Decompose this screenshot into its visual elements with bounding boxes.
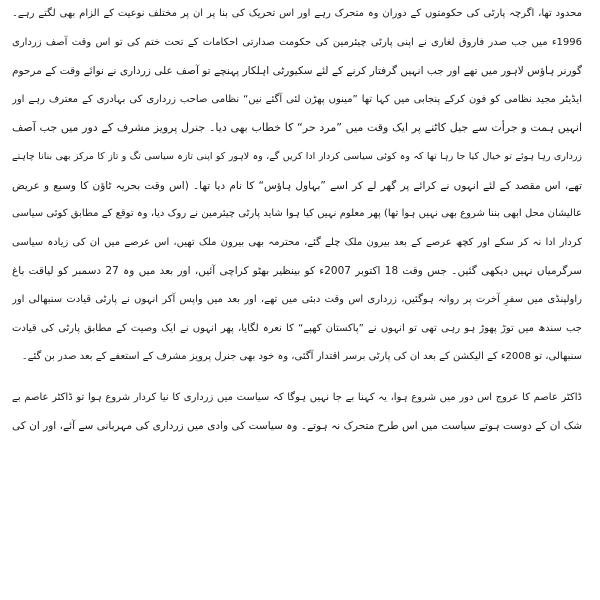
text-line: ڈاکٹر عاصم کا عروج اس دور میں شروع ہوا، یہ کہنا بے جا نہیں ہوگا کہ سیاست میں زرداری کا نیا کردار شروع ہوا تو ڈاکٹر عاصم بے — [12, 391, 582, 403]
paragraph-gap — [12, 372, 582, 384]
text-line: تھے، اس مقصد کے لئے انہوں نے کرائے پر گھر لے کر اسے ”بہاول ہاؤس“ کا نام دیا تھا۔ (اس وقت بحریہ ٹاؤن کا وسیع و عریض — [12, 179, 582, 192]
text-line: جب سندھ میں توڑ پھوڑ ہو رہی تھی تو انہوں نے ”پاکستان کھپے“ کا نعرہ لگایا، پھر انہوں نے ایک وصیت کے مطابق پارٹی کی قیادت — [12, 322, 582, 334]
article-paragraph-2 — [12, 384, 582, 441]
text-line: کردار ادا نہ کر سکے اور کچھ عرصے کے بعد بیرون ملک چلے گئے، محترمہ بھی بیرون ملک تھیں، اس عرصے میں ان کی زیادہ سیاسی — [12, 236, 582, 248]
text-line: شک ان کے دوست ہوتے سیاست میں اس طرح متحرک نہ ہوتے۔ وہ سیاست کی وادی میں زرداری کی مہربانی سے آئے، اور ان کی — [12, 420, 582, 433]
text-line: انہیں ہمت و جرأت سے جیل کاٹنے پر ایک وقت میں ”مرد حر“ کا خطاب بھی دیا۔ جنرل پرویز مشرف کے دور میں جب آصف — [12, 121, 582, 135]
text-line: راولپنڈی میں سفرِ آخرت پر روانہ ہوگئیں، زرداری اس وقت دبئی میں تھے، اور بعد میں واپس آکر انہوں نے پارٹی قیادت سنبھالی اور — [12, 293, 582, 305]
article-paragraph-1 — [12, 0, 582, 372]
text-line: ایڈیٹر مجید نظامی کو فون کرکے پنجابی میں کہا تھا ”مینوں پھڑن لئی آگئے نیں“ نظامی صاحب زرداری کی بہادری کے معترف رہے اور — [12, 93, 582, 105]
text-line: سنبھالی، تو 2008ء کے الیکشن کے بعد ان کی پارٹی برسر اقتدار آگئی، وہ خود بھی جنرل پرویز مشرف کے استعفے کے بعد صدر بن گئے۔ — [21, 351, 582, 363]
text-line: سرگرمیاں نہیں دیکھی گئیں۔ جس وقت 18 اکتوبر 2007ء کو بینظیر بھٹو کراچی آئیں، اور بعد میں وہ 27 دسمبر کو لیاقت باغ — [12, 265, 582, 278]
text-line: زرداری رہا ہوئے تو خیال کیا جا رہا تھا کہ وہ کوئی سیاسی کردار ادا کریں گے، وہ لاہور کو اپنی تازہ سیاسی تگ و تاز کا مرکز بھی بنانا چاہتے — [12, 150, 582, 162]
text-line: عالیشان محل ابھی بننا شروع بھی نہیں ہوا تھا) پھر معلوم نہیں کیا ہوا شاید پارٹی چیئرمین نے روک دیا، وہ توقع کے مطابق کوئی سیاسی — [12, 208, 582, 220]
text-line: گورنر ہاؤس لاہور میں تھے اور جب انہیں گرفتار کرنے کے لئے سکیورٹی اہلکار پہنچے تو آصف علی زرداری نے نوائے وقت کے مرحوم — [12, 65, 582, 78]
text-line: 1996ء میں جب صدر فاروق لغاری نے اپنی پارٹی چیئرمین کی حکومت صدارتی احکامات کے تحت ختم کی تو اس وقت آصف زرداری — [12, 36, 582, 48]
text-line: محدود تھا، اگرچہ پارٹی کی حکومتوں کے دوران وہ متحرک رہے اور اس تحریک کی بنا پر ان پر مختلف نوعیت کے الزام بھی لگتے رہے۔ — [12, 8, 582, 19]
